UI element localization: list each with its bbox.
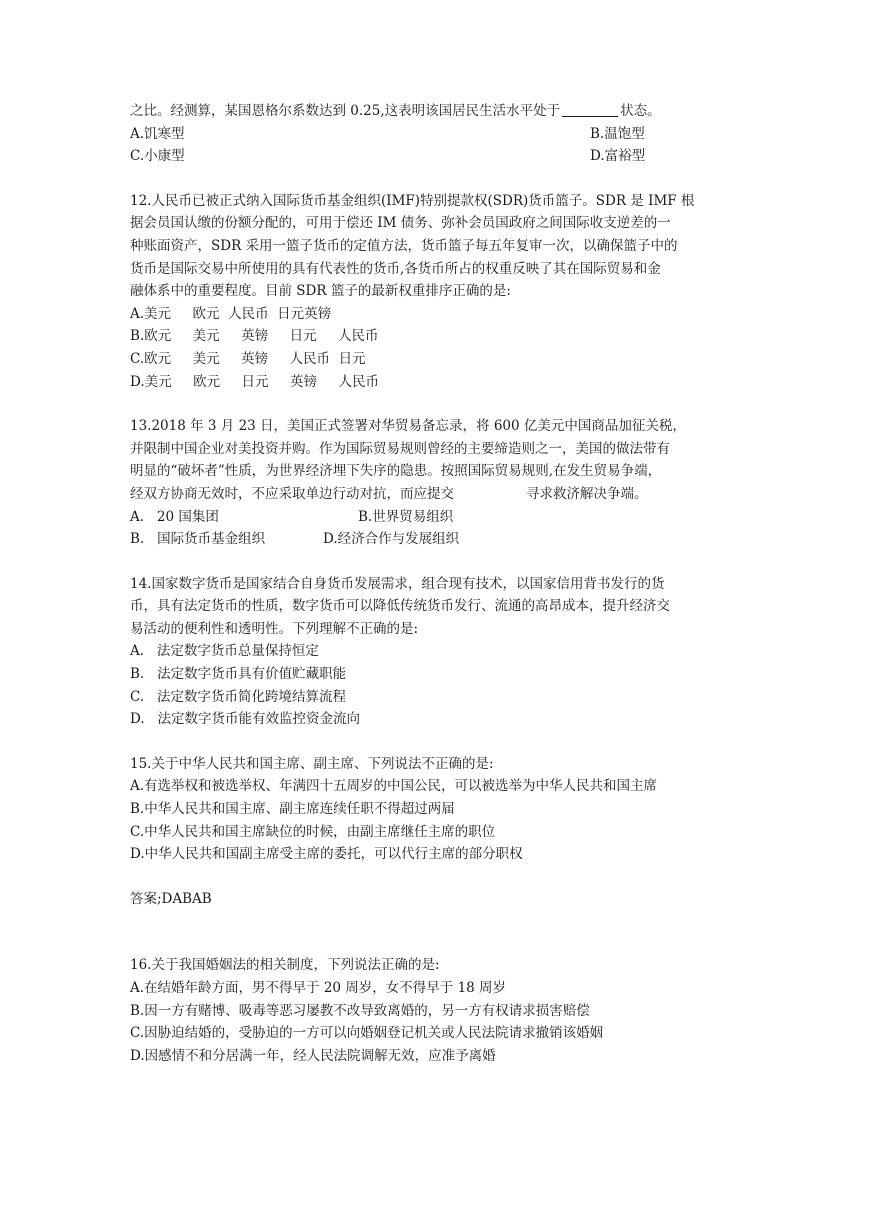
q12-stem-line: 融体系中的重要程度。目前 SDR 篮子的最新权重排序正确的是: xyxy=(130,283,511,300)
q15-option-b: B.中华人民共和国主席、副主席连续任职不得超过两届 xyxy=(130,801,455,818)
q16-block xyxy=(130,954,742,1067)
q13-option-d: D.经济合作与发展组织 xyxy=(323,531,460,548)
q13-option-c: B. 国际货币基金组织 xyxy=(130,531,266,548)
q14-option-b: B. 法定数字货币具有价值贮藏职能 xyxy=(130,666,347,683)
q12-stem-line: 据会员国认缴的份额分配的，可用于偿还 IM 债务、弥补会员国政府之间国际收支逆差的一 xyxy=(130,215,671,232)
q13-stem-line: 13.2018 年 3 月 23 日，美国正式签署对华贸易备忘录，将 600 亿美元中国商品加征关税， xyxy=(130,418,686,435)
q13-stem-last xyxy=(130,483,742,506)
q16-option-b: B.因一方有赌博、吸毒等恶习屡教不改导致离婚的，另一方有权请求损害赔偿 xyxy=(130,1002,590,1019)
q12-option-d: D.美元 欧元 日元 英镑 人民币 xyxy=(130,373,379,390)
q15-option-d: D.中华人民共和国副主席受主席的委托，可以代行主席的部分职权 xyxy=(130,846,523,863)
q13-stem-line: 并限制中国企业对美投资并购。作为国际贸易规则曾经的主要缔造则之一，美国的做法带有 xyxy=(130,440,670,457)
q14-option-c: C. 法定数字货币简化跨境结算流程 xyxy=(130,688,347,705)
q11-option-c: C.小康型 xyxy=(130,148,185,165)
q13-stem-part2: 寻求救济解决争端。 xyxy=(526,485,648,502)
q11-stem-part2: 状态。 xyxy=(620,103,661,119)
q14-option-d: D. 法定数字货币能有效监控资金流向 xyxy=(130,711,361,728)
answer-key: 答案;DABAB xyxy=(130,890,212,907)
q12-block xyxy=(130,190,742,393)
q15-option-a: A.有选举权和被选举权、年满四十五周岁的中国公民，可以被选举为中华人民共和国主席 xyxy=(130,778,658,795)
q13-block xyxy=(130,415,742,551)
q12-option-c: C.欧元 美元 英镑 人民币 日元 xyxy=(130,350,366,367)
q14-option-a: A. 法定数字货币总量保持恒定 xyxy=(130,643,319,660)
q13-stem-part1: 经双方协商无效时，不应采取单边行动对抗，而应提交 xyxy=(130,485,454,502)
q11-option-d: D.富裕型 xyxy=(590,148,646,165)
q15-block xyxy=(130,753,742,866)
q11-options-row-1 xyxy=(130,123,742,146)
q12-stem-line: 货币是国际交易中所使用的具有代表性的货币,各货币所占的权重反映了其在国际贸易和金 xyxy=(130,260,661,277)
q13-stem-line: 明显的“破坏者”性质，为世界经济埋下失序的隐患。按照国际贸易规则,在发生贸易争端， xyxy=(130,463,662,480)
q11-stem-part1: 之比。经测算，某国恩格尔系数达到 0.25,这表明该国居民生活水平处于 xyxy=(130,103,561,119)
q11-stem xyxy=(130,100,742,123)
q11-option-a: A.饥寒型 xyxy=(130,125,185,142)
q14-stem-line: 币，具有法定货币的性质，数字货币可以降低传统货币发行、流通的高昂成本，提升经济交 xyxy=(130,598,670,615)
q16-option-d: D.因感情不和分居满一年，经人民法院调解无效，应准予离婚 xyxy=(130,1047,496,1064)
q14-block xyxy=(130,573,742,731)
q11-option-b: B.温饱型 xyxy=(590,125,645,142)
q11-blank xyxy=(562,102,618,117)
q13-options-row-1 xyxy=(130,506,742,529)
q16-option-a: A.在结婚年龄方面，男不得早于 20 周岁，女不得早于 18 周岁 xyxy=(130,980,507,996)
q15-stem: 15.关于中华人民共和国主席、副主席、下列说法不正确的是: xyxy=(130,755,494,772)
q14-stem-line: 14.国家数字货币是国家结合自身货币发展需求，组合现有技术，以国家信用背书发行的货 xyxy=(130,575,665,592)
q16-stem: 16.关于我国婚姻法的相关制度，下列说法正确的是: xyxy=(130,957,440,974)
q12-option-b: B.欧元 美元 英镑 日元 人民币 xyxy=(130,328,379,345)
q13-option-a: A. 20 国集团 xyxy=(130,508,219,525)
q13-options-row-2 xyxy=(130,528,742,551)
q14-stem-line: 易活动的便利性和透明性。下列理解不正确的是: xyxy=(130,620,419,637)
q11-options-row-2 xyxy=(130,145,742,168)
q13-option-b: B.世界贸易组织 xyxy=(358,508,454,525)
q12-stem-line: 种账面资产，SDR 采用一篮子货币的定值方法，货币篮子每五年复审一次，以确保篮子中的 xyxy=(130,237,678,254)
q16-option-c: C.因胁迫结婚的，受胁迫的一方可以向婚姻登记机关或人民法院请求撤销该婚姻 xyxy=(130,1025,604,1042)
q12-option-a: A.美元 欧元 人民币 日元英镑 xyxy=(130,305,332,322)
q15-option-c: C.中华人民共和国主席缺位的时候，由副主席继任主席的职位 xyxy=(130,823,496,840)
q12-stem-line: 12.人民币已被正式纳入国际货币基金组织(IMF)特别提款权(SDR)货币篮子。SDR 是 IMF 根 xyxy=(130,192,695,209)
document-page xyxy=(130,100,742,1067)
